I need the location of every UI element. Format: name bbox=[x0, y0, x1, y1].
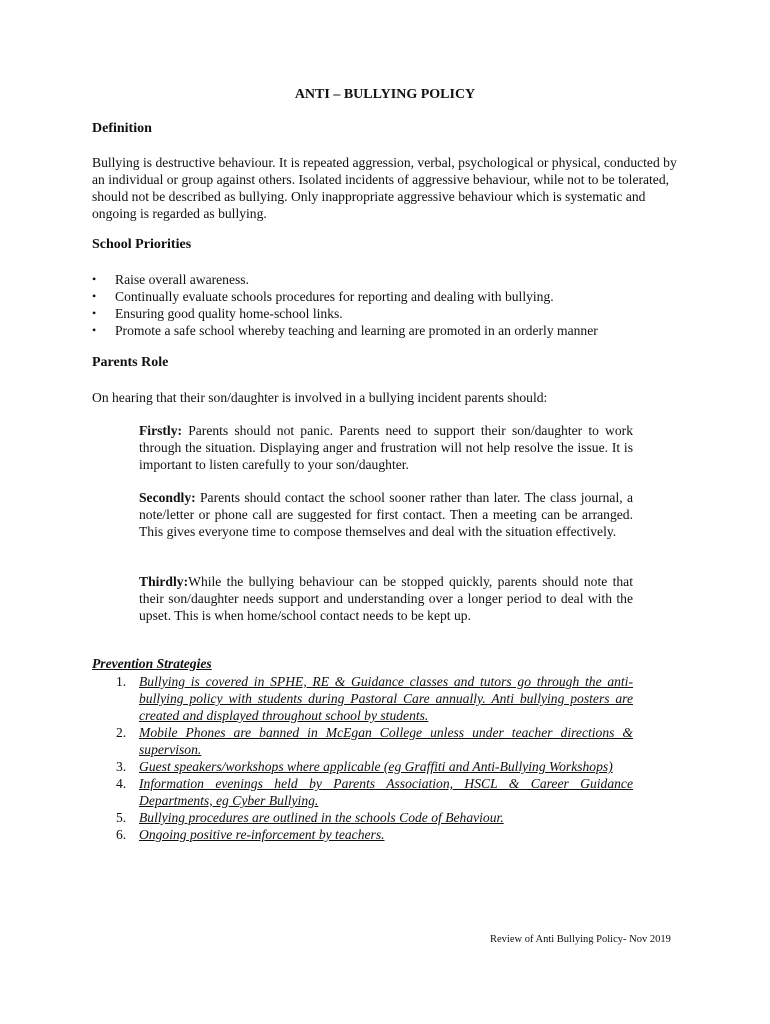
page-footer: Review of Anti Bullying Policy- Nov 2019 bbox=[490, 934, 671, 945]
list-item-text: Ongoing positive re-inforcement by teachers. bbox=[139, 827, 385, 842]
thirdly-text: While the bullying behaviour can be stopped quickly, parents should note that their son/daughter needs support and understanding over a longer period to deal with the upset. This is when home/school contact needs to be kept up. bbox=[139, 574, 633, 623]
list-item-text: Bullying procedures are outlined in the schools Code of Behaviour. bbox=[139, 810, 504, 825]
list-item bbox=[92, 775, 633, 809]
parents-role-intro: On hearing that their son/daughter is involved in a bullying incident parents should: bbox=[92, 390, 548, 405]
list-number: 1. bbox=[116, 674, 127, 689]
firstly-paragraph bbox=[139, 422, 633, 473]
prevention-heading: Prevention Strategies bbox=[92, 656, 212, 671]
secondly-paragraph bbox=[139, 489, 633, 540]
list-item-text: Guest speakers/workshops where applicable (eg Graffiti and Anti-Bullying Workshops) bbox=[139, 759, 613, 774]
list-item bbox=[92, 673, 633, 724]
list-item: • Ensuring good quality home-school links. bbox=[92, 305, 598, 322]
thirdly-label: Thirdly: bbox=[139, 574, 189, 589]
list-item: • Promote a safe school whereby teaching and learning are promoted in an orderly manner bbox=[92, 322, 598, 339]
list-number: 6. bbox=[116, 827, 127, 842]
thirdly-paragraph bbox=[139, 573, 633, 624]
parents-role-heading: Parents Role bbox=[92, 355, 169, 370]
list-number: 3. bbox=[116, 759, 127, 774]
firstly-text: Parents should not panic. Parents need to support their son/daughter to work through the situation. Displaying anger and frustration will not help resolve the issue. It is important to listen carefully to your son/daughter. bbox=[139, 423, 633, 472]
page-title: ANTI – BULLYING POLICY bbox=[294, 87, 476, 102]
definition-text: Bullying is destructive behaviour. It is repeated aggression, verbal, psychological or physical, conducted by an individual or group against others. Isolated incidents of aggressive behaviour, while not to be tolerated, should not be described as bullying. Only inappropriate aggressive behaviour which is systematic and ongoing is regarded as bullying. bbox=[92, 155, 677, 221]
list-number: 5. bbox=[116, 810, 127, 825]
school-priorities-list bbox=[92, 271, 598, 339]
list-item bbox=[92, 809, 633, 826]
list-item bbox=[92, 758, 633, 775]
secondly-text: Parents should contact the school sooner rather than later. The class journal, a note/letter or phone call are suggested for first contact. Then a meeting can be arranged. This gives everyone time to compose themselves and deal with the situation effectively. bbox=[139, 490, 633, 539]
list-number: 4. bbox=[116, 776, 127, 791]
definition-heading: Definition bbox=[92, 121, 152, 136]
list-item: • Continually evaluate schools procedures for reporting and dealing with bullying. bbox=[92, 288, 598, 305]
prevention-list bbox=[92, 673, 633, 843]
list-item bbox=[92, 826, 633, 843]
list-number: 2. bbox=[116, 725, 127, 740]
list-item bbox=[92, 724, 633, 758]
list-item: • Raise overall awareness. bbox=[92, 271, 598, 288]
firstly-label: Firstly: bbox=[139, 423, 183, 438]
secondly-label: Secondly: bbox=[139, 490, 196, 505]
list-item-text: Information evenings held by Parents Association, HSCL & Career Guidance Departments, eg Cyber Bullying. bbox=[139, 776, 633, 808]
school-priorities-heading: School Priorities bbox=[92, 237, 192, 252]
list-item-text: Mobile Phones are banned in McEgan College unless under teacher directions & supervison. bbox=[139, 725, 633, 757]
list-item-text: Bullying is covered in SPHE, RE & Guidance classes and tutors go through the anti-bullying policy with students during Pastoral Care annually. Anti bullying posters are created and displayed throughout school by students. bbox=[139, 674, 633, 723]
